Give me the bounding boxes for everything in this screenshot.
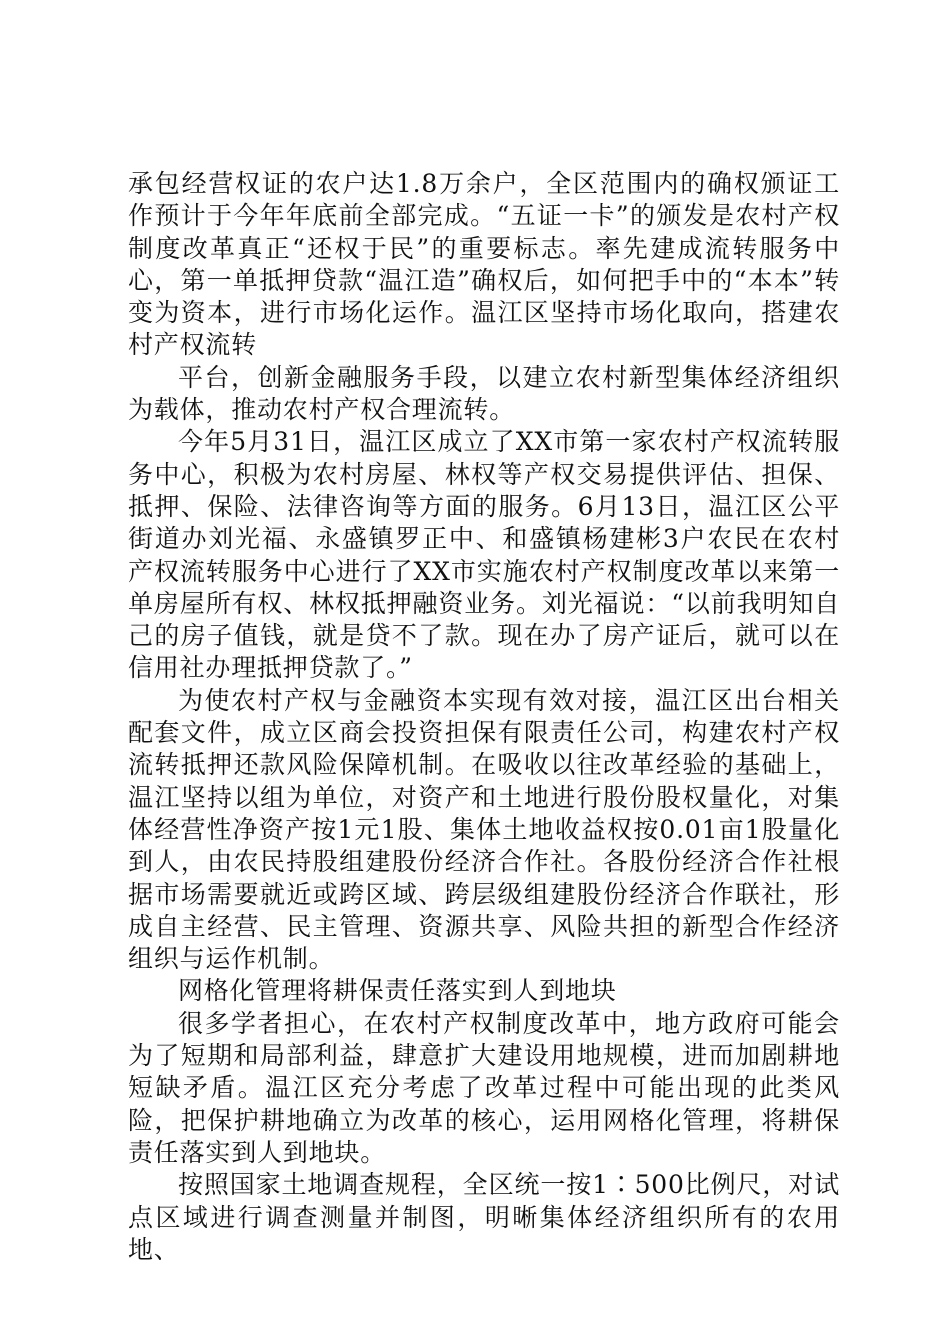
paragraph-3: 今年5月31日，温江区成立了XX市第一家农村产权流转服务中心，积极为农村房屋、林权等产权交易提供评估、担保、抵押、保险、法律咨询等方面的服务。6月13日，温江区公平街道办刘光福、永盛镇罗正中、和盛镇杨建彬3户农民在农村产权流转服务中心进行了XX市实施农村产权制度改革以来第一单房屋所有权、林权抵押融资业务。刘光福说：“以前我明知自己的房子值钱，就是贷不了款。现在办了房产证后，就可以在信用社办理抵押贷款了。”	[128, 427, 840, 683]
paragraph-6: 很多学者担心，在农村产权制度改革中，地方政府可能会为了短期和局部利益，肆意扩大建设用地规模，进而加剧耕地短缺矛盾。温江区充分考虑了改革过程中可能出现的此类风险，把保护耕地确立为改革的核心，运用网格化管理，将耕保责任落实到人到地块。	[128, 1008, 840, 1167]
paragraph-1: 承包经营权证的农户达1.8万余户，全区范围内的确权颁证工作预计于今年年底前全部完成。“五证一卡”的颁发是农村产权制度改革真正“还权于民”的重要标志。率先建成流转服务中心，第一单抵押贷款“温江造”确权后，如何把手中的“本本”转变为资本，进行市场化运作。温江区坚持市场化取向，搭建农村产权流转	[128, 169, 840, 360]
paragraph-4: 为使农村产权与金融资本实现有效对接，温江区出台相关配套文件，成立区商会投资担保有限责任公司，构建农村产权流转抵押还款风险保障机制。在吸收以往改革经验的基础上，温江坚持以组为单位，对资产和土地进行股份股权量化，对集体经营性净资产按1元1股、集体土地收益权按0.01亩1股量化到人，由农民持股组建股份经济合作社。各股份经济合作社根据市场需要就近或跨区域、跨层级组建股份经济合作联社，形成自主经营、民主管理、资源共享、风险共担的新型合作经济组织与运作机制。	[128, 685, 840, 974]
document-body	[128, 168, 840, 1266]
paragraph-7: 按照国家土地调查规程，全区统一按1∶500比例尺，对试点区域进行调查测量并制图，明晰集体经济组织所有的农用地、	[128, 1170, 840, 1264]
section-heading: 网格化管理将耕保责任落实到人到地块	[178, 976, 617, 1006]
paragraph-2: 平台，创新金融服务手段，以建立农村新型集体经济组织为载体，推动农村产权合理流转。	[128, 362, 840, 425]
